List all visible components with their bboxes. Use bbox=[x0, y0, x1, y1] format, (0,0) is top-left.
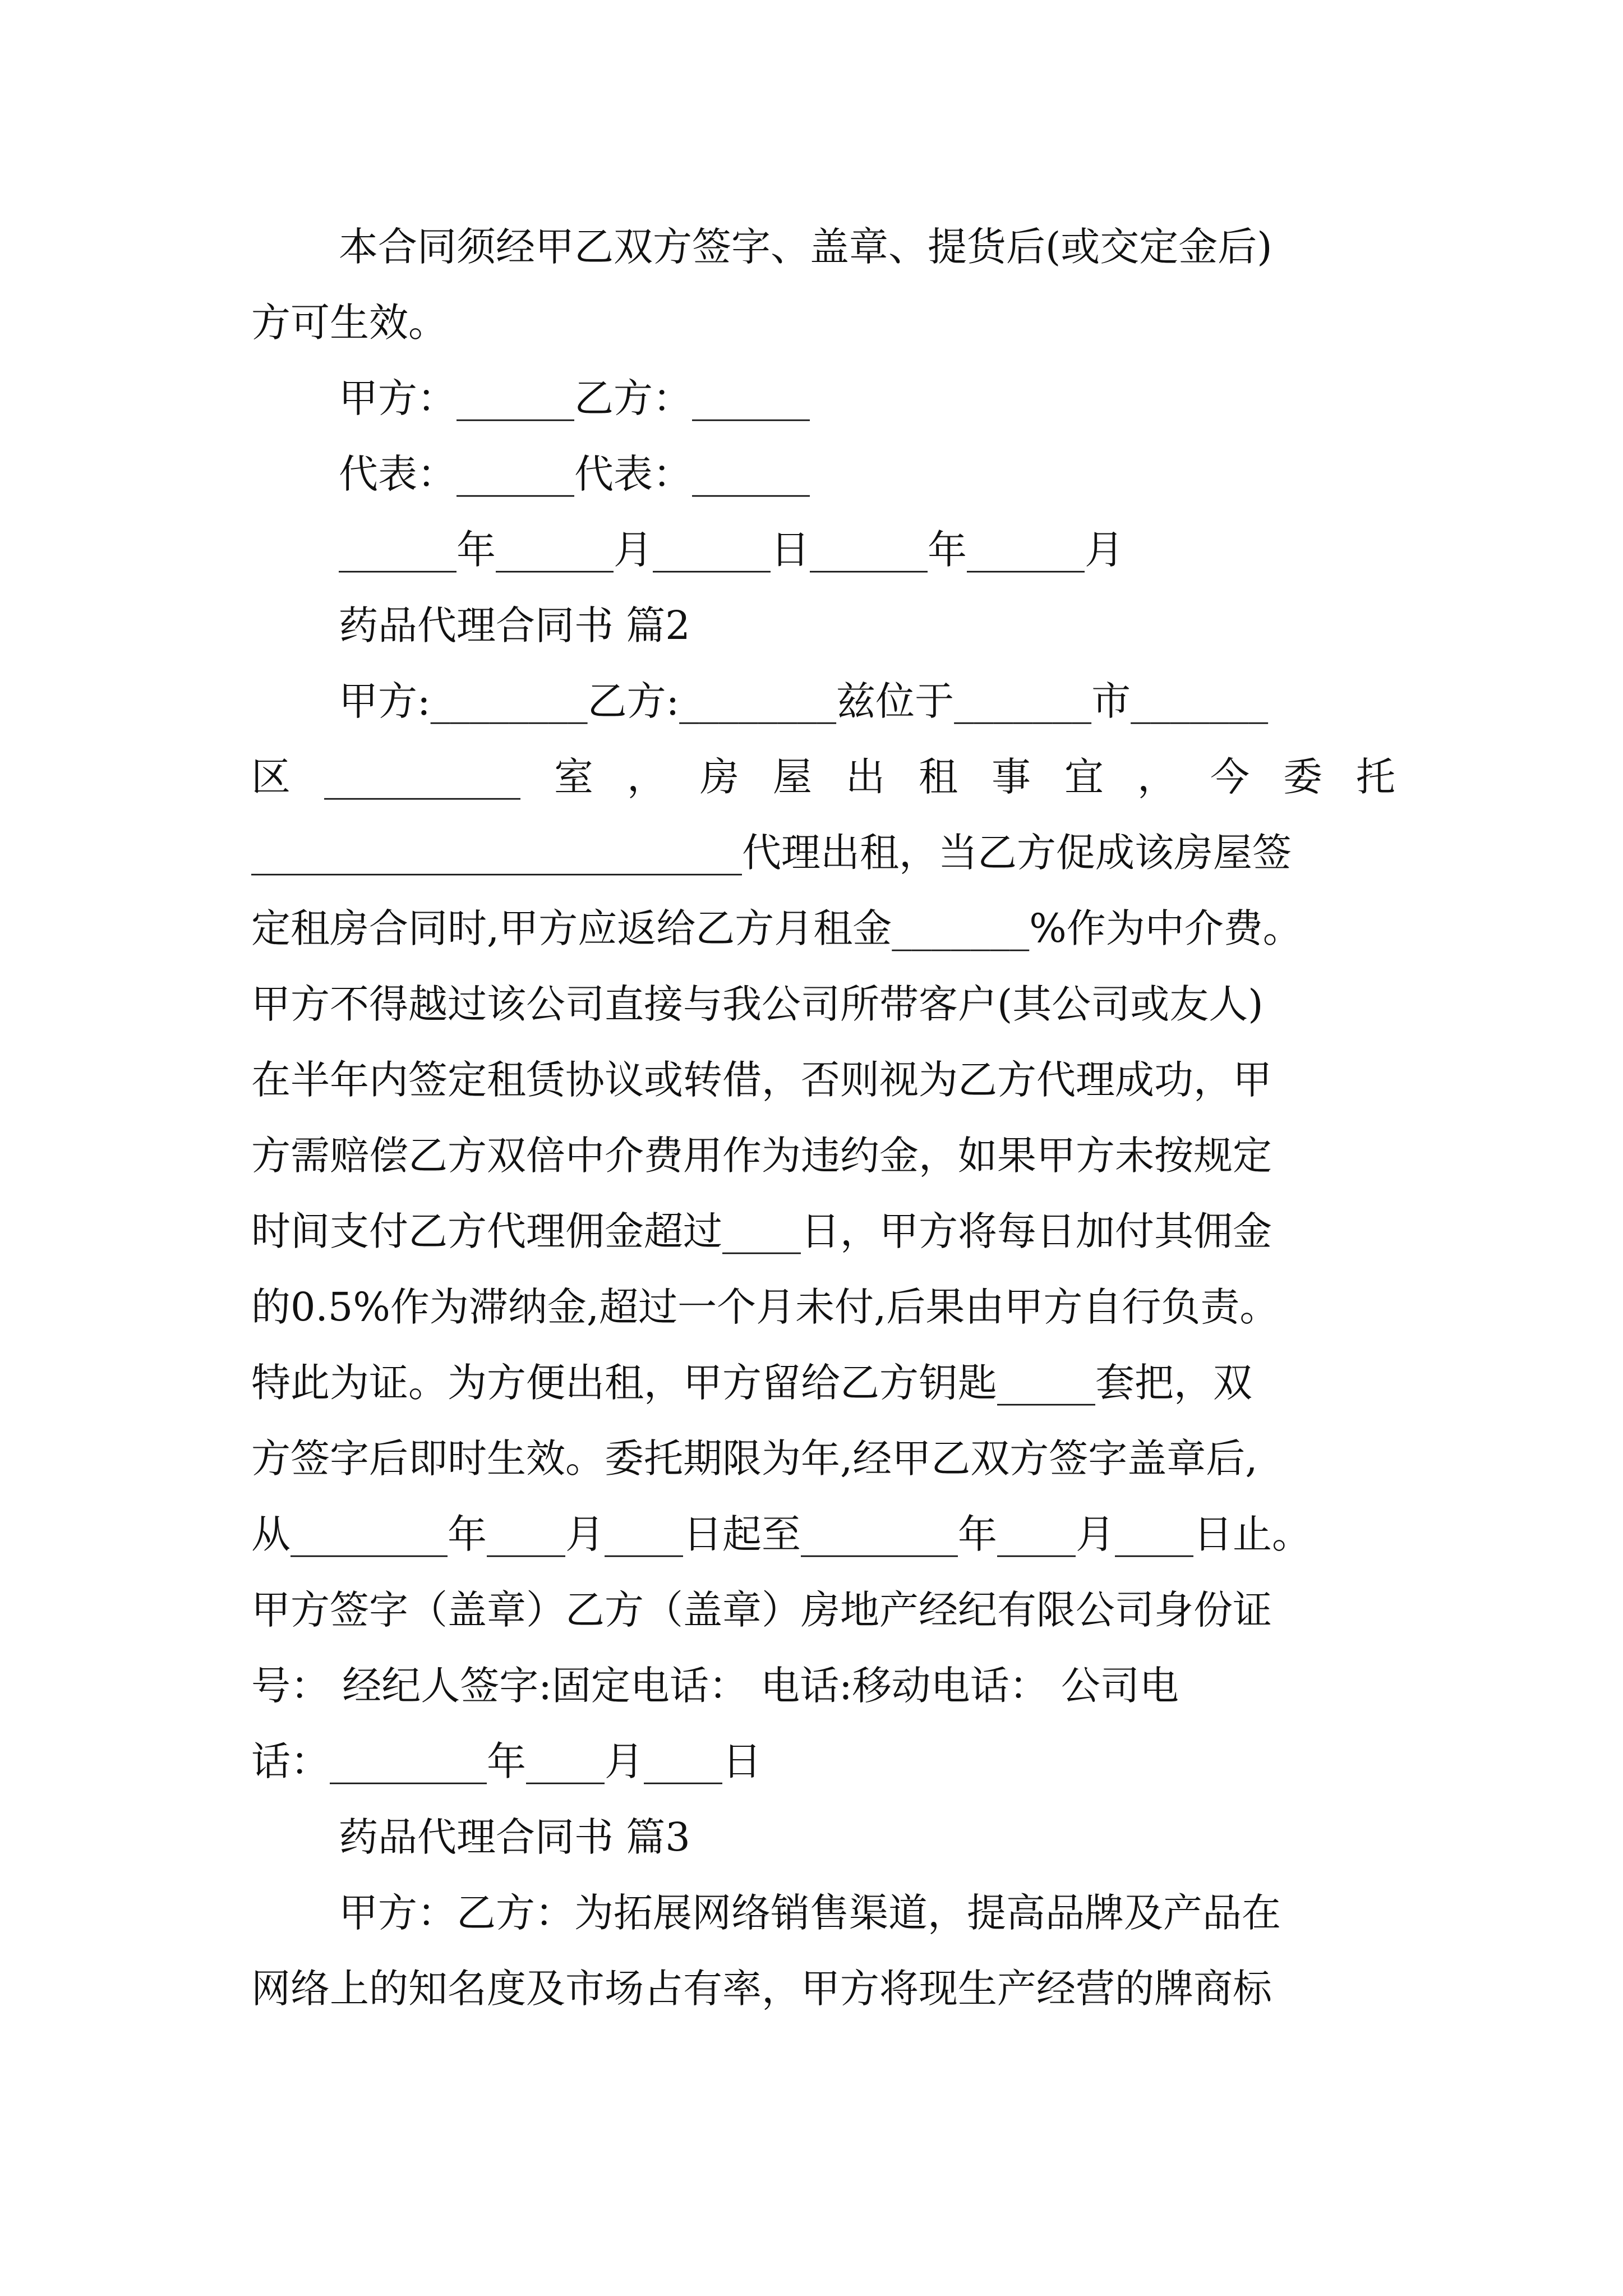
text-fragment: __________ bbox=[324, 754, 520, 800]
text-fragment: 房 bbox=[700, 754, 739, 800]
paragraph-line: 甲方不得越过该公司直接与我公司所带客户(其公司或友人) bbox=[251, 981, 1264, 1027]
paragraph-line: 定租房合同时,甲方应返给乙方月租金_______%作为中介费。 bbox=[251, 905, 1302, 951]
paragraph-line: 网络上的知名度及市场占有率，甲方将现生产经营的牌商标 bbox=[251, 1966, 1272, 2012]
paragraph-line: 从________年____月____日起至________年____月____日止。 bbox=[251, 1511, 1311, 1557]
paragraph-line: 话：________年____月____日 bbox=[251, 1738, 762, 1784]
text-fragment: 事 bbox=[992, 754, 1031, 800]
section-heading: 药品代理合同书 篇3 bbox=[339, 1814, 690, 1860]
paragraph-line: 方签字后即时生效。委托期限为年,经甲乙双方签字盖章后, bbox=[251, 1435, 1258, 1481]
text-fragment: 托 bbox=[1356, 754, 1395, 800]
text-fragment: 委 bbox=[1283, 754, 1322, 800]
spaced-paragraph-line bbox=[251, 738, 1395, 816]
text-fragment: ， bbox=[627, 754, 666, 800]
text-fragment: 宜 bbox=[1064, 754, 1104, 800]
paragraph-line: 方可生效。 bbox=[251, 300, 448, 346]
signature-date-line: ______年______月______日______年______月 bbox=[339, 527, 1124, 573]
paragraph-line: 甲方:________乙方:________兹位于_______市_______ bbox=[339, 678, 1269, 724]
paragraph-line: 本合同须经甲乙双方签字、盖章、提货后(或交定金后) bbox=[339, 224, 1272, 270]
text-fragment: 室 bbox=[554, 754, 593, 800]
text-fragment: 租 bbox=[919, 754, 958, 800]
paragraph-line: 号： 经纪人签字:固定电话： 电话:移动电话： 公司电 bbox=[251, 1663, 1179, 1709]
paragraph-line: _________________________代理出租，当乙方促成该房屋签 bbox=[251, 830, 1292, 876]
section-heading: 药品代理合同书 篇2 bbox=[339, 602, 690, 648]
paragraph-line: 在半年内签定租赁协议或转借，否则视为乙方代理成功，甲 bbox=[251, 1057, 1272, 1103]
paragraph-line: 甲方签字（盖章）乙方（盖章）房地产经纪有限公司身份证 bbox=[251, 1587, 1272, 1633]
paragraph-line: 方需赔偿乙方双倍中介费用作为违约金，如果甲方未按规定 bbox=[251, 1133, 1272, 1179]
text-fragment: 今 bbox=[1210, 754, 1249, 800]
paragraph-line: 时间支付乙方代理佣金超过____日，甲方将每日加付其佣金 bbox=[251, 1208, 1272, 1254]
text-fragment: ， bbox=[1137, 754, 1177, 800]
signature-party-line: 甲方：______乙方：______ bbox=[339, 375, 810, 421]
paragraph-line: 的0.5%作为滞纳金,超过一个月未付,后果由甲方自行负责。 bbox=[251, 1284, 1279, 1330]
text-fragment: 区 bbox=[251, 754, 291, 800]
text-fragment: 屋 bbox=[773, 754, 812, 800]
paragraph-line: 甲方：乙方：为拓展网络销售渠道，提高品牌及产品在 bbox=[339, 1890, 1281, 1936]
paragraph-line: 特此为证。为方便出租，甲方留给乙方钥匙_____套把，双 bbox=[251, 1360, 1252, 1406]
signature-representative-line: 代表：______代表：______ bbox=[339, 451, 810, 497]
text-fragment: 出 bbox=[846, 754, 885, 800]
